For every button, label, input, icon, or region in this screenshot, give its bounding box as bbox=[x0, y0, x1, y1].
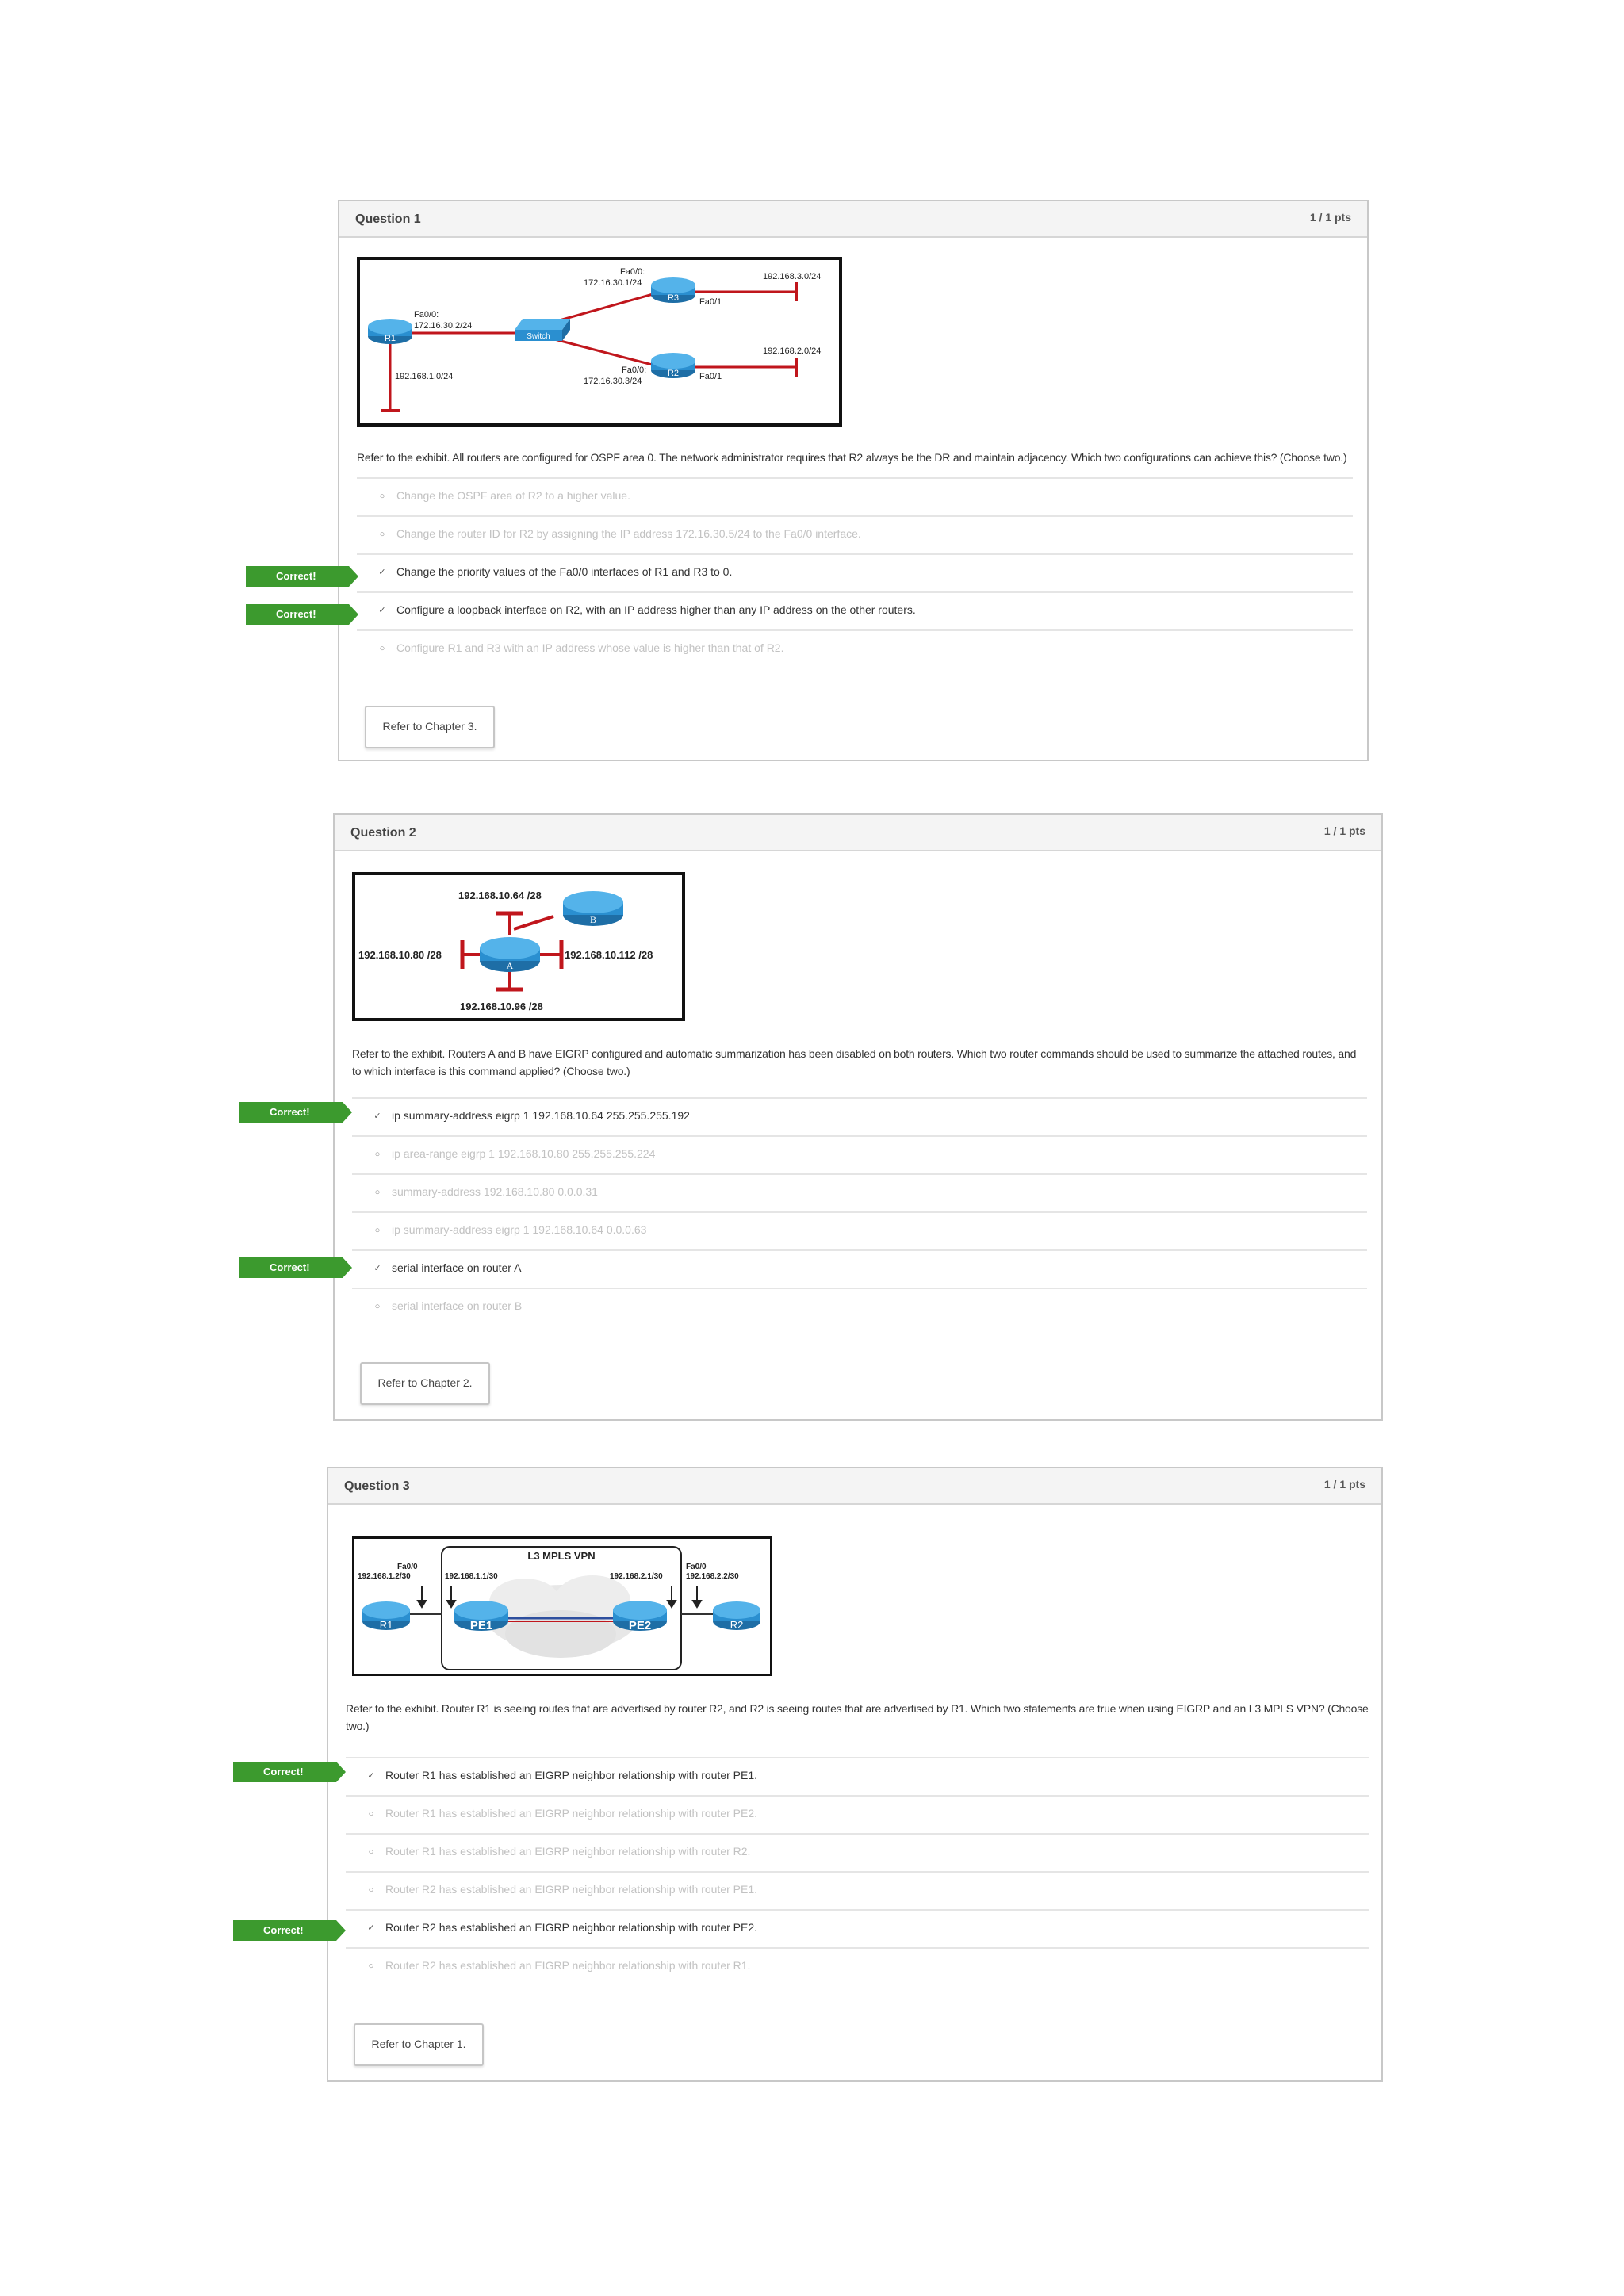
router-r3-label: R3 bbox=[667, 293, 680, 303]
answer-option[interactable] bbox=[352, 1211, 1367, 1249]
answer-text: summary-address 192.168.10.80 0.0.0.31 bbox=[392, 1185, 598, 1198]
r3-fa01-label: Fa0/1 bbox=[699, 297, 722, 307]
radio-icon[interactable]: ○ bbox=[379, 644, 385, 653]
question-3-card bbox=[327, 1467, 1383, 2082]
answer-text: serial interface on router A bbox=[392, 1261, 522, 1274]
answer-text: Router R2 has established an EIGRP neighbor relationship with router R1. bbox=[385, 1959, 751, 1972]
router-pe2-icon bbox=[613, 1601, 667, 1632]
question-points: 1 / 1 pts bbox=[1309, 211, 1351, 224]
question-points: 1 / 1 pts bbox=[1323, 1478, 1365, 1490]
router-r1-icon bbox=[362, 1601, 410, 1631]
question-header bbox=[328, 1468, 1381, 1505]
r1-if-label: Fa0/0: bbox=[414, 310, 439, 320]
answer-text: serial interface on router B bbox=[392, 1299, 523, 1312]
answer-option[interactable] bbox=[357, 515, 1353, 553]
answer-option-selected[interactable] bbox=[346, 1757, 1369, 1795]
answer-text: ip summary-address eigrp 1 192.168.10.64 0.0.0.63 bbox=[392, 1223, 647, 1236]
answer-option[interactable] bbox=[346, 1871, 1369, 1909]
question-points: 1 / 1 pts bbox=[1323, 825, 1365, 837]
question-text: Refer to the exhibit. Router R1 is seeing routes that are advertised by router R2, and R2 is seeing routes that are advertised by R1. Which two statements are true when using EIGRP and an L3 MPLS VPN? (Choose two.) bbox=[346, 1702, 1369, 1732]
switch-icon bbox=[515, 319, 570, 341]
r2-ip-label: 172.16.30.3/24 bbox=[584, 377, 642, 386]
router-r1-label: R1 bbox=[379, 1619, 393, 1631]
r3-if-label: Fa0/0: bbox=[620, 267, 645, 277]
radio-icon[interactable]: ○ bbox=[379, 492, 385, 501]
radio-icon[interactable]: ○ bbox=[379, 530, 385, 539]
router-r2-label: R2 bbox=[730, 1619, 744, 1631]
answer-list bbox=[346, 1757, 1369, 1985]
router-r1-label: R1 bbox=[384, 334, 396, 343]
answer-option-selected[interactable] bbox=[346, 1909, 1369, 1947]
router-r2-icon bbox=[651, 353, 695, 378]
r2-ip-label: 192.168.2.2/30 bbox=[686, 1572, 739, 1581]
checkmark-icon[interactable]: ✓ bbox=[373, 1112, 381, 1121]
radio-icon[interactable]: ○ bbox=[368, 1809, 374, 1819]
router-a-label: A bbox=[506, 960, 514, 971]
answer-text: Configure R1 and R3 with an IP address whose value is higher than that of R2. bbox=[396, 641, 784, 654]
correct-badge: Correct! bbox=[239, 1102, 343, 1123]
answer-option[interactable] bbox=[357, 477, 1353, 515]
answer-list bbox=[352, 1097, 1367, 1326]
answer-option[interactable] bbox=[352, 1173, 1367, 1211]
router-r3-icon bbox=[651, 277, 695, 303]
net-top-label: 192.168.10.64 /28 bbox=[458, 890, 542, 901]
correct-badge: Correct! bbox=[239, 1257, 343, 1278]
router-a-icon bbox=[480, 937, 540, 972]
refer-button[interactable]: Refer to Chapter 2. bbox=[360, 1362, 490, 1405]
r2-lan-label: 192.168.2.0/24 bbox=[763, 346, 822, 356]
answer-option-selected[interactable] bbox=[352, 1097, 1367, 1135]
radio-icon[interactable]: ○ bbox=[374, 1188, 381, 1197]
r1-ip-label: 192.168.1.2/30 bbox=[358, 1572, 411, 1581]
answer-text: Configure a loopback interface on R2, with an IP address higher than any IP address on the other routers. bbox=[396, 603, 916, 616]
router-pe1-icon bbox=[454, 1601, 508, 1632]
r2-fa01-label: Fa0/1 bbox=[699, 372, 722, 381]
answer-text: Router R2 has established an EIGRP neighbor relationship with router PE1. bbox=[385, 1883, 758, 1896]
answer-option[interactable] bbox=[346, 1833, 1369, 1871]
answer-option[interactable] bbox=[352, 1288, 1367, 1326]
question-title: Question 2 bbox=[350, 826, 416, 840]
r2-if-label: Fa0/0: bbox=[622, 365, 647, 375]
net-right-label: 192.168.10.112 /28 bbox=[565, 949, 653, 961]
exhibit-image bbox=[352, 872, 685, 1021]
correct-badge: Correct! bbox=[246, 566, 349, 587]
radio-icon[interactable]: ○ bbox=[374, 1150, 381, 1159]
answer-text: Change the router ID for R2 by assigning the IP address 172.16.30.5/24 to the Fa0/0 interface. bbox=[396, 527, 861, 540]
router-r1-icon bbox=[368, 319, 412, 344]
radio-icon[interactable]: ○ bbox=[368, 1961, 374, 1971]
exhibit-image bbox=[352, 1536, 772, 1676]
question-header bbox=[339, 201, 1367, 238]
answer-option[interactable] bbox=[346, 1947, 1369, 1985]
router-pe2-label: PE2 bbox=[628, 1619, 652, 1632]
answer-text: ip area-range eigrp 1 192.168.10.80 255.255.255.224 bbox=[392, 1147, 656, 1160]
answer-option[interactable] bbox=[346, 1795, 1369, 1833]
answer-text: Router R1 has established an EIGRP neighbor relationship with router PE2. bbox=[385, 1807, 758, 1820]
answer-text: Change the OSPF area of R2 to a higher value. bbox=[396, 489, 630, 502]
checkmark-icon[interactable]: ✓ bbox=[378, 606, 386, 615]
checkmark-icon[interactable]: ✓ bbox=[367, 1923, 375, 1933]
correct-badge: Correct! bbox=[246, 604, 349, 625]
r1-if-label: Fa0/0 bbox=[397, 1563, 418, 1571]
net-bottom-label: 192.168.10.96 /28 bbox=[460, 1001, 543, 1012]
switch-label: Switch bbox=[527, 332, 550, 341]
answer-option[interactable] bbox=[357, 629, 1353, 668]
r3-ip-label: 172.16.30.1/24 bbox=[584, 278, 642, 288]
router-b-label: B bbox=[589, 914, 597, 925]
answer-text: Change the priority values of the Fa0/0 interfaces of R1 and R3 to 0. bbox=[396, 565, 733, 578]
answer-option-selected[interactable] bbox=[352, 1249, 1367, 1288]
correct-badge: Correct! bbox=[233, 1762, 336, 1782]
router-r2-label: R2 bbox=[667, 369, 680, 378]
router-pe1-label: PE1 bbox=[469, 1619, 493, 1632]
question-text: Refer to the exhibit. Routers A and B have EIGRP configured and automatic summarization has been disabled on both routers. Which two router commands should be used to summarize the attached routes, and to which interface is this command applied? (Choose two.) bbox=[352, 1047, 1357, 1077]
checkmark-icon[interactable]: ✓ bbox=[373, 1264, 381, 1273]
answer-option[interactable] bbox=[352, 1135, 1367, 1173]
pe1-ip-label: 192.168.1.1/30 bbox=[445, 1572, 498, 1581]
radio-icon[interactable]: ○ bbox=[368, 1885, 374, 1895]
radio-icon[interactable]: ○ bbox=[374, 1302, 381, 1311]
r2-if-label: Fa0/0 bbox=[686, 1563, 707, 1571]
question-text: Refer to the exhibit. All routers are configured for OSPF area 0. The network administrator requires that R2 always be the DR and maintain adjacency. Which two configurations can achieve this? (Choose two.) bbox=[357, 451, 1347, 464]
radio-icon[interactable]: ○ bbox=[368, 1847, 374, 1857]
answer-text: Router R1 has established an EIGRP neighbor relationship with router PE1. bbox=[385, 1769, 758, 1781]
router-r2-icon bbox=[713, 1601, 760, 1631]
question-header bbox=[335, 815, 1381, 851]
r1-ip-label: 172.16.30.2/24 bbox=[414, 321, 473, 331]
answer-option-selected[interactable] bbox=[357, 591, 1353, 629]
correct-badge: Correct! bbox=[233, 1920, 336, 1941]
question-title: Question 3 bbox=[344, 1479, 410, 1493]
exhibit-image bbox=[357, 257, 842, 427]
answer-text: Router R2 has established an EIGRP neighbor relationship with router PE2. bbox=[385, 1921, 758, 1934]
question-title: Question 1 bbox=[355, 212, 421, 226]
r3-lan-label: 192.168.3.0/24 bbox=[763, 272, 822, 281]
question-1-card bbox=[338, 200, 1369, 761]
answer-text: Router R1 has established an EIGRP neighbor relationship with router R2. bbox=[385, 1845, 751, 1858]
r1-lan-label: 192.168.1.0/24 bbox=[395, 372, 454, 381]
vpn-label: L3 MPLS VPN bbox=[527, 1550, 596, 1562]
router-b-icon bbox=[563, 891, 623, 926]
refer-button[interactable]: Refer to Chapter 3. bbox=[365, 706, 495, 748]
checkmark-icon[interactable]: ✓ bbox=[378, 568, 386, 577]
checkmark-icon[interactable]: ✓ bbox=[367, 1771, 375, 1781]
answer-text: ip summary-address eigrp 1 192.168.10.64 255.255.255.192 bbox=[392, 1109, 690, 1122]
radio-icon[interactable]: ○ bbox=[374, 1226, 381, 1235]
answer-option-selected[interactable] bbox=[357, 553, 1353, 591]
answer-list bbox=[357, 477, 1353, 668]
refer-button[interactable]: Refer to Chapter 1. bbox=[354, 2023, 484, 2066]
question-2-card bbox=[333, 813, 1383, 1421]
net-left-label: 192.168.10.80 /28 bbox=[358, 949, 442, 961]
pe2-ip-label: 192.168.2.1/30 bbox=[610, 1572, 663, 1581]
